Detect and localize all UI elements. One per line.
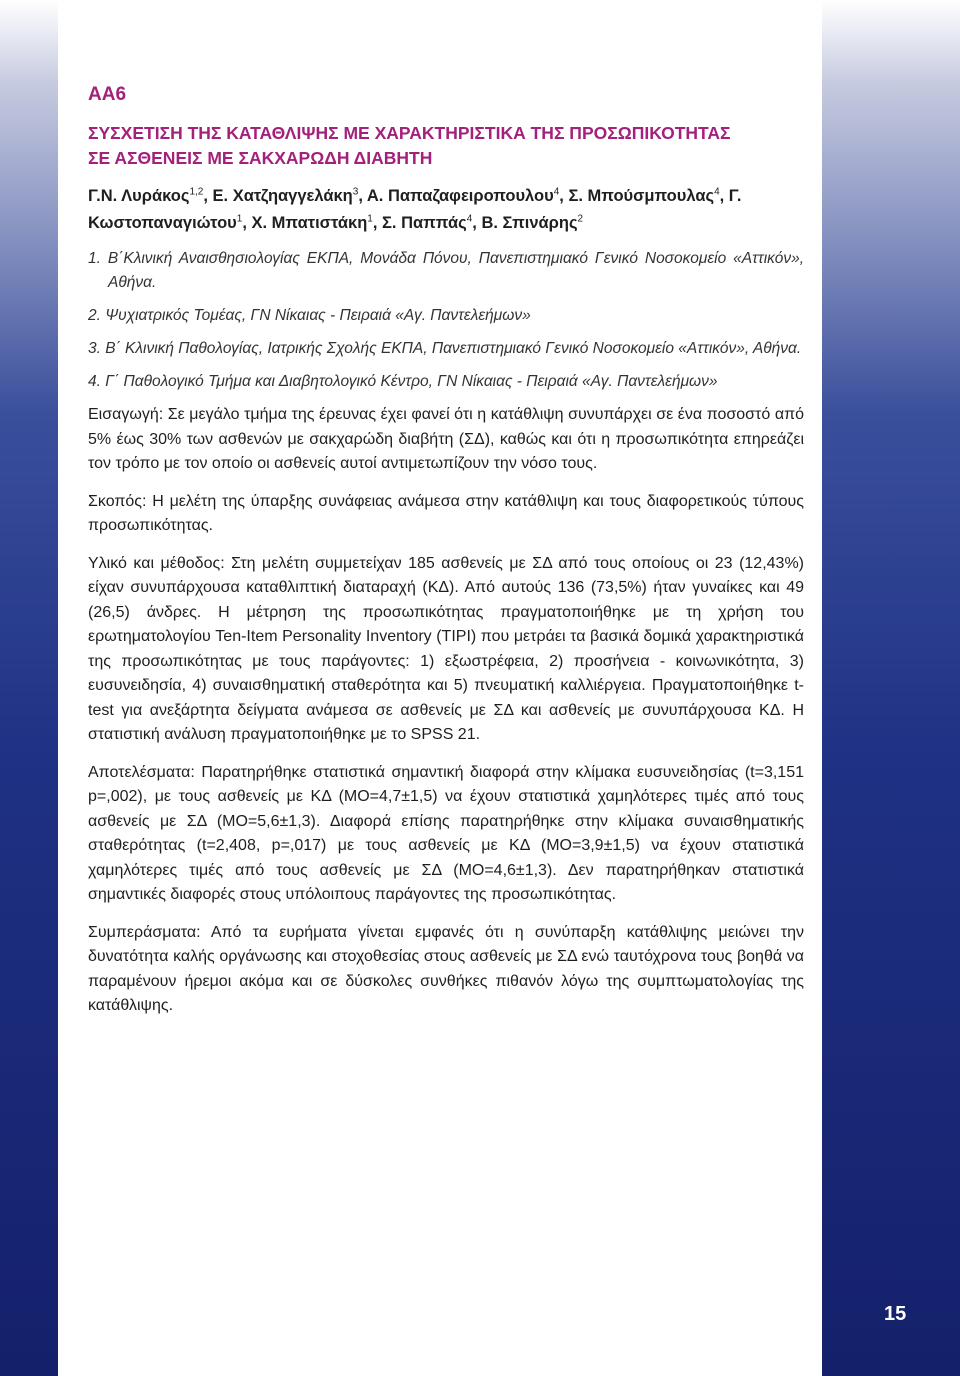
page-number: 15 <box>884 1303 907 1325</box>
author: Ε. Χατζηαγγελάκη$^3$, <box>212 186 367 205</box>
section-introduction: Εισαγωγή: Σε μεγάλο τμήμα της έρευνας έχει φανεί ότι η κατάθλιψη συνυπάρχει σε ένα ποσοστό από 5% έως 30% των ασθενών με σακχαρώδη διαβήτη (ΣΔ), καθώς και ότι η προσωπικότητα επηρεάζει τον τρόπο με τον οποίο οι ασθενείς αυτοί αντιμετωπίζουν την νόσο τους. <box>88 406 804 472</box>
section-methods: Υλικό και μέθοδος: Στη μελέτη συμμετείχαν 185 ασθενείς με ΣΔ από τους οποίους οι 23 (12,43%) είχαν συνυπάρχουσα καταθλιπτική διαταραχή (ΚΔ). Από αυτούς 136 (73,5%) ήταν γυναίκες και 49 (26,5) άνδρες. Η μέτρηση της προσωπικότητας πραγματοποιήθηκε με τη χρήση του ερωτηματολογίου Ten-Item Personality Inventory (TIPI) που μετράει τα βασικά δομικά χαρακτηριστικά της προσωπικότητας με τους παράγοντες: 1) εξωστρέφεια, 2) προσήνεια - κοινωνικότητα, 3) ευσυνειδησία, 4) συναισθηματική σταθερότητα και 5) πνευματική καλλιέργεια. Πραγματοποιήθηκε t-test για ανεξάρτητα δείγματα ανάμεσα σε ασθενείς με ΣΔ και ασθενείς με συνυπάρχουσα ΚΔ. Η στατιστική ανάλυση πραγματοποιήθηκε με το SPSS 21. <box>88 554 804 743</box>
section-aim: Σκοπός: Η μελέτη της ύπαρξης συνάφειας ανάμεσα στην κατάθλιψη και τους διαφορετικούς τύπους προσωπικότητας. <box>88 492 804 534</box>
author: Β. Σπινάρης$^2$ <box>481 213 584 232</box>
affiliation-4: 4. Γ΄ Παθολογικό Τμήμα και Διαβητολογικό Κέντρο, ΓΝ Νίκαιας - Πειραιά «Αγ. Παντελεήμων» <box>88 373 718 390</box>
author: Σ. Μπούσμπουλας$^4$, <box>568 186 729 205</box>
affiliation-3: 3. Β΄ Κλινική Παθολογίας, Ιατρικής Σχολής ΕΚΠΑ, Πανεπιστημιακό Γενικό Νοσοκομείο «Αττικόν», Αθήνα. <box>88 340 802 357</box>
author: Γ.Ν. Λυράκος$^{1,2}$, <box>88 186 213 205</box>
right-decorative-band <box>822 0 960 1376</box>
affiliation-1: 1. Β΄Κλινική Αναισθησιολογίας ΕΚΠΑ, Μονάδα Πόνου, Πανεπιστημιακό Γενικό Νοσοκομείο «Αττικόν», Αθήνα. <box>88 250 804 291</box>
section-results: Αποτελέσματα: Παρατηρήθηκε στατιστικά σημαντική διαφορά στην κλίμακα ευσυνειδησίας (t=3,151 p=,002), με τους ασθενείς με ΚΔ (ΜΟ=4,7±1,5) να έχουν στατιστικά χαμηλότερες τιμές από τους ασθενείς με ΣΔ (ΜΟ=5,6±1,3). Διαφορά επίσης παρατηρήθηκε στην κλίμακα συναισθηματικής σταθερότητας (t=2,408, p=,017) με τους ασθενείς με ΚΔ (ΜΟ=3,9±1,5) να έχουν στατιστικά χαμηλότερες τιμές από τους ασθενείς με ΣΔ (ΜΟ=4,6±1,3). Δεν παρατηρήθηκαν στατιστικά σημαντικές διαφορές στους υπόλοιπους παράγοντες της προσωπικότητας. <box>88 763 804 903</box>
author: Σ. Παππάς$^4$, <box>382 213 482 232</box>
page-sheet <box>58 0 822 1376</box>
abstract-title <box>88 121 804 171</box>
author: Γ. Κωστοπαναγιώτου$^1$, <box>88 186 742 232</box>
affiliation-2: 2. Ψυχιατρικός Τομέας, ΓΝ Νίκαιας - Πειραιά «Αγ. Παντελεήμων» <box>88 307 531 324</box>
left-decorative-band <box>0 0 58 1376</box>
abstract-code: ΑΑ6 <box>88 84 127 105</box>
title-line-1: ΣΥΣΧΕΤΙΣΗ ΤΗΣ ΚΑΤΑΘΛΙΨΗΣ ΜΕ ΧΑΡΑΚΤΗΡΙΣΤΙΚΑ ΤΗΣ ΠΡΟΣΩΠΙΚΟΤΗΤΑΣ <box>88 123 731 143</box>
title-line-2: ΣΕ ΑΣΘΕΝΕΙΣ ΜΕ ΣΑΚΧΑΡΩΔΗ ΔΙΑΒΗΤΗ <box>88 148 433 168</box>
section-conclusions: Συμπεράσματα: Από τα ευρήματα γίνεται εμφανές ότι η συνύπαρξη κατάθλιψης μειώνει την δυνατότητα καλής οργάνωσης και στοχοθεσίας στους ασθενείς με ΣΔ ενώ ταυτόχρονα τους βοηθά να παραμένουν ήρεμοι ακόμα και σε δύσκολες συνθήκες πιθανόν λόγω της συμπτωματολογίας της κατάθλιψης. <box>88 923 804 1014</box>
author: Χ. Μπατιστάκη$^1$, <box>251 213 383 232</box>
author-list <box>88 180 804 235</box>
abstract <box>88 84 804 1032</box>
author: Α. Παπαζαφειροπουλου$^4$, <box>366 186 569 205</box>
